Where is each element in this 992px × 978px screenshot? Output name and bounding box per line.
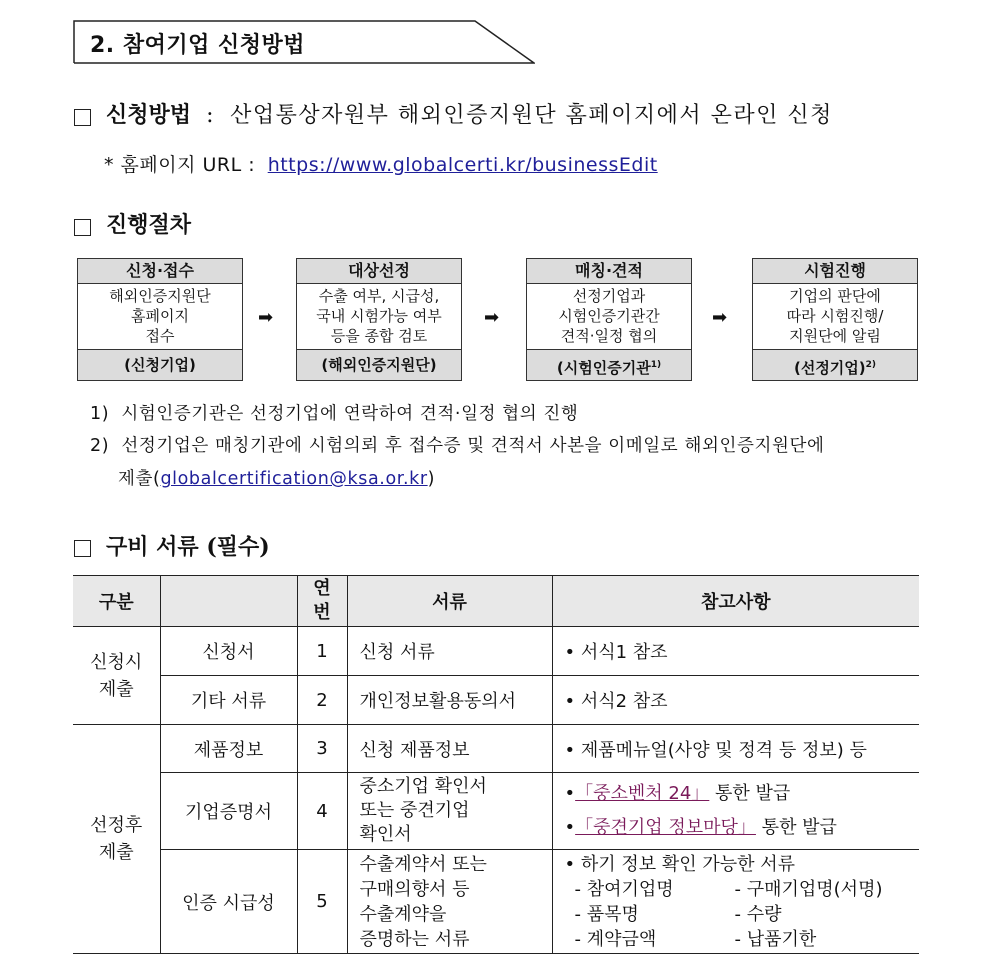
info-items	[565, 877, 920, 952]
process-step-2	[296, 258, 462, 381]
step-body-line: 접수	[145, 327, 175, 345]
step-body-line: 홈페이지	[131, 307, 189, 325]
footnote-mark: 1)	[650, 360, 662, 370]
step-foot: (해외인증지원단)	[297, 350, 461, 380]
step-foot: (신청기업)	[78, 350, 242, 380]
table-row	[73, 850, 919, 954]
info-item: - 계약금액	[574, 928, 657, 950]
url-line	[104, 150, 658, 177]
checkbox-icon	[74, 540, 91, 557]
method-line	[106, 98, 833, 129]
midsize-info-link[interactable]: 「중견기업 정보마당」	[575, 817, 756, 838]
method-label: 신청방법	[106, 102, 192, 128]
url-prefix: * 홈페이지 URL :	[104, 154, 256, 176]
note-number: 1)	[90, 404, 110, 424]
header-number: 연 번	[297, 576, 347, 627]
step-head: 신청·접수	[78, 259, 242, 284]
step-body-line: 수출 여부, 시급성,	[318, 287, 440, 305]
row-document: 신청 제품정보	[347, 725, 552, 773]
row-name: 기타 서류	[160, 676, 297, 725]
step-foot-text: (시험인증기관	[556, 359, 651, 377]
footnote-mark: 2)	[865, 360, 877, 370]
note-text: 통한 발급	[755, 817, 837, 838]
row-number: 4	[297, 773, 347, 850]
note-line	[565, 777, 920, 811]
table-row	[73, 627, 919, 676]
arrow-right-icon: ➡	[712, 307, 728, 328]
checkbox-icon	[74, 109, 91, 126]
step-body	[527, 284, 691, 350]
info-item: - 품목명	[574, 903, 639, 925]
row-name: 제품정보	[160, 725, 297, 773]
step-foot	[753, 350, 917, 380]
method-text: 산업통상자원부 해외인증지원단 홈페이지에서 온라인 신청	[230, 103, 833, 128]
step-body-line: 따라 시험진행/	[786, 307, 884, 325]
arrow-right-icon: ➡	[484, 307, 500, 328]
row-name: 인증 시급성	[160, 850, 297, 954]
note-number: 2)	[90, 436, 110, 456]
documents-table	[73, 575, 919, 954]
note-1	[90, 400, 578, 425]
row-name: 신청서	[160, 627, 297, 676]
note-head: • 하기 정보 확인 가능한 서류	[564, 853, 795, 875]
step-head: 매칭·견적	[527, 259, 691, 284]
homepage-link[interactable]: https://www.globalcerti.kr/businessEdit	[267, 154, 658, 176]
row-number: 3	[297, 725, 347, 773]
info-item: - 참여기업명	[574, 878, 674, 900]
step-head: 시험진행	[753, 259, 917, 284]
bullet: •	[564, 817, 576, 838]
table-row	[73, 676, 919, 725]
note-2	[90, 432, 825, 457]
process-step-1	[77, 258, 243, 381]
note-text: 통한 발급	[709, 783, 791, 804]
process-step-4	[752, 258, 918, 381]
step-body-line: 선정기업과	[572, 287, 646, 305]
note-text: 제출(	[118, 469, 161, 489]
note-text: 시험인증기관은 선정기업에 연락하여 견적·일정 협의 진행	[121, 404, 579, 424]
header-blank	[160, 576, 297, 627]
step-body-line: 해외인증지원단	[109, 287, 211, 305]
step-body-line: 시험인증기관간	[558, 307, 660, 325]
step-head: 대상선정	[297, 259, 461, 284]
info-item: - 수량	[734, 903, 782, 925]
info-item: - 구매기업명(서명)	[734, 878, 883, 900]
bullet: •	[564, 783, 576, 804]
step-body	[753, 284, 917, 350]
documents-label: 구비 서류 (필수)	[106, 534, 270, 560]
row-number: 5	[297, 850, 347, 954]
note-line	[565, 811, 920, 845]
step-body	[297, 284, 461, 350]
table-header-row	[73, 576, 919, 627]
table-row	[73, 773, 919, 850]
row-note	[552, 773, 919, 850]
row-note: • 서식2 참조	[552, 676, 919, 725]
row-document: 개인정보활용동의서	[347, 676, 552, 725]
row-number: 1	[297, 627, 347, 676]
sme-venture-link[interactable]: 「중소벤처 24」	[575, 783, 710, 804]
header-notes: 참고사항	[552, 576, 919, 627]
step-body-line: 지원단에 알림	[789, 327, 881, 345]
note-text: 선정기업은 매칭기관에 시험의뢰 후 접수증 및 견적서 사본을 이메일로 해외인증지원단에	[121, 436, 825, 456]
step-body-line: 등을 종합 검토	[330, 327, 428, 345]
page-title: 2. 참여기업 신청방법	[90, 33, 305, 58]
row-document: 신청 서류	[347, 627, 552, 676]
header-category: 구분	[73, 576, 160, 627]
group-label: 선정후 제출	[73, 725, 160, 954]
row-number: 2	[297, 676, 347, 725]
procedure-label: 진행절차	[106, 212, 192, 238]
process-step-3	[526, 258, 692, 381]
step-body-line: 국내 시험가능 여부	[316, 307, 442, 325]
info-item: - 납품기한	[734, 928, 817, 950]
step-foot-text: (선정기업)	[793, 359, 866, 377]
row-note: • 서식1 참조	[552, 627, 919, 676]
row-document: 수출계약서 또는 구매의향서 등 수출계약을 증명하는 서류	[347, 850, 552, 954]
step-foot	[527, 350, 691, 380]
step-body	[78, 284, 242, 350]
row-name: 기업증명서	[160, 773, 297, 850]
checkbox-icon	[74, 219, 91, 236]
row-document: 중소기업 확인서 또는 중견기업 확인서	[347, 773, 552, 850]
arrow-right-icon: ➡	[258, 307, 274, 328]
method-colon: :	[206, 103, 216, 128]
group-label: 신청시 제출	[73, 627, 160, 725]
email-link[interactable]: globalcertification@ksa.or.kr	[160, 469, 428, 489]
step-body-line: 견적·일정 협의	[560, 327, 658, 345]
step-body-line: 기업의 판단에	[789, 287, 881, 305]
note-2-cont	[118, 465, 435, 490]
header-document: 서류	[347, 576, 552, 627]
table-row	[73, 725, 919, 773]
note-text: )	[427, 469, 436, 489]
row-note: • 제품메뉴얼(사양 및 정격 등 정보) 등	[552, 725, 919, 773]
row-note	[552, 850, 919, 954]
